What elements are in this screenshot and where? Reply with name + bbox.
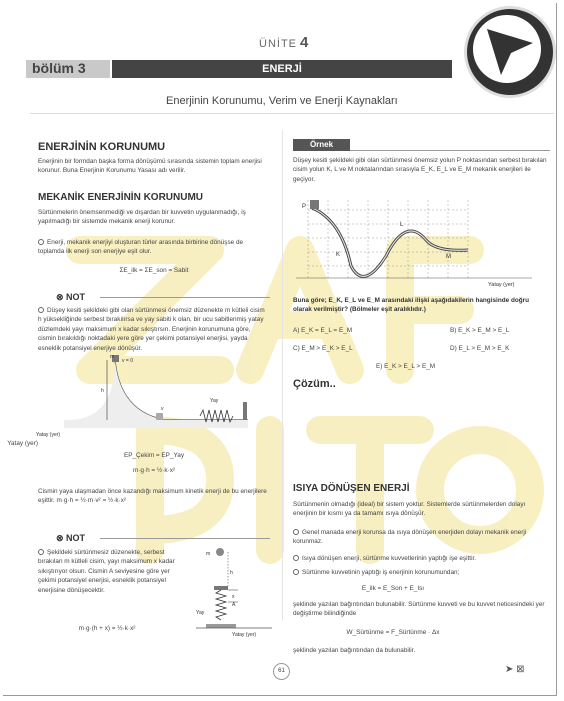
heading-energy-conservation: ENERJİNİN KORUNUMU [38,141,166,153]
track-graph-figure [296,196,532,288]
vertical-spring-figure [192,546,276,642]
heading-heat-energy: ISIYA DÖNÜŞEN ENERJİ [293,483,410,494]
footer-arrow-icon: ➤ ⊠ [505,664,525,675]
formula-sum-energy: ΣE_ilk = ΣE_son = Sabit [119,267,189,274]
svg-text:M: M [446,254,451,260]
formula-heat-energy: E_ilk = E_Son + E_Isı [361,585,425,592]
note-2-text: Şekildeki sürtünmesiz düzenekte, serbest bırakılan m kütleli cisim, yayı maksimum x kadar sıkıştırıyor olsun. Cismin A seviyesine göre yer çekimi potansiyel enerjisi, esneklik potansiyel enerjisine dönüşecektir. [38,549,175,594]
svg-text:Yay: Yay [196,610,205,616]
note-2-title: ⊗ NOT [56,533,86,543]
falling-mass [216,548,224,556]
paragraph-heat-energy: Sürtünmenin olmadığı (ideal) bir sistem yoktur. Sistemlerde sürtünmelerden dolayı enerjinin bir kısmı ya da tamamı ısıya dönüşür. [293,501,526,518]
example-rule [350,150,550,151]
note-1-title: ⊗ NOT [56,292,86,302]
vertical-spring-icon [216,590,226,620]
svg-text:A: A [232,602,236,608]
bullet-icon [38,307,44,313]
svg-text:Yatay (yer): Yatay (yer) [36,432,61,438]
svg-text:Yatay (yer): Yatay (yer) [488,282,515,288]
svg-text:Yatay (yer): Yatay (yer) [232,632,257,638]
svg-text:h: h [230,570,233,576]
page-number: 61 [273,663,290,680]
heading-mechanical-energy: MEKANİK ENERJİNİN KORUNUMU [38,192,204,203]
svg-text:v = 0: v = 0 [122,358,133,364]
formula-mgh-x: m·g·(h + x) = ½·k·x² [78,625,136,632]
bullet-icon [293,555,299,561]
option-c[interactable]: C) E_M > E_K > E_L [293,345,353,352]
moving-block [156,413,163,420]
svg-text:m: m [206,551,211,557]
bullet-heat-1: Genel manada enerji korunsa da ısıya dönüşen enerjiden dolayı mekanik enerji korunmaz. [293,529,527,546]
option-d[interactable]: D) E_L > E_M > E_K [450,345,510,352]
bullet-icon [38,239,44,245]
bullet-heat-2: Isıya dönüşen enerji, sürtünme kuvvetlerinin yaptığı işe eşittir. [293,554,548,563]
bullet-icon [293,569,299,575]
paragraph-energy-conservation: Enerjinin bir formdan başka forma dönüşümü sırasında sistemin toplam enerjisi korunur. Buna Enerjinin Korunumu Yasası adı verilir. [38,158,262,175]
example-question: Düşey kesiti şekildeki gibi olan sürtünmesi önemsiz yolun P noktasından serbest bırakılan cisim yolun K, L ve M noktalarından sırasıyla E_K, E_L ve E_M mekanik enerjileri ile geçiyor. [293,157,547,183]
example-tab: Örnek [293,139,350,151]
chapter-label: bölüm 3 [32,60,86,76]
paragraph-friction-2: şeklinde yazılan bağıntından da bulunabilir. [293,647,416,654]
page-subtitle: Enerjinin Korunumu, Verim ve Enerji Kaynakları [166,95,398,107]
note-1-text: Düşey kesiti şekildeki gibi olan sürtünmesi önemsiz düzenekte m kütleli cisim h yüksekliğinde serbest bırakılırsa ve yay sabiti k olan, bir ucu sabitlenmiş yatay düzlemdeki yayı maksimum x kadar sıkıştırsın. Enerjinin korunumuna göre, cismin bırakıldığı noktadaki yere göre yer çekimi potansiyel enerjisi, yayda esneklik potansiyel enerjiye dönüşür. [38,307,265,352]
subtitle-divider [30,113,554,114]
bullet-icon [38,549,44,555]
paragraph-friction: şeklinde yazılan bağıntından bulunabilir. Sürtünme kuvveti ve bu kuvvet neticesindeki yer değiştirme bilindiğinde [293,601,545,618]
spring-ramp-figure [36,352,250,442]
svg-text:Yay: Yay [210,398,219,404]
unit-logo [464,6,556,98]
svg-text:P: P [302,204,307,210]
option-a[interactable]: A) E_K = E_L = E_M [293,327,353,334]
bullet-heat-3: Sürtünme kuvvetinin yaptığı iş enerjinin korunumundan; [293,568,548,577]
note-2-rule [100,538,270,539]
column-divider [282,130,283,620]
svg-text:h: h [101,388,104,394]
note-1-rule [100,297,270,298]
unit-label: ÜNİTE 4 [259,34,310,51]
object-block [310,200,319,209]
ground-label-1: Yatay (yer) [7,440,38,447]
svg-text:K: K [336,252,341,258]
section-title: ENERJİ [112,60,452,78]
svg-text:L: L [400,222,404,228]
example-ask: Buna göre; E_K, E_L ve E_M arasındaki ilişki aşağıdakilerin hangisinde doğru olarak verilmiştir? (Bölmeler eşit aralıklıdır.) [293,297,530,314]
option-b[interactable]: B) E_K > E_M > E_L [450,327,510,334]
paragraph-kinetic-energy: Cismin yaya ulaşmadan önce kazandığı maksimum kinetik enerji de bu enerjilere eşittir. m·g·h = ½·m·v² = ½·k·x² [38,488,267,505]
paragraph-mechanical-energy: Sürtünmelerin önemsenmediği ve dışardan bir kuvvetin uygulanmadığı, iş yapılmadığı bir sistemde mekanik enerji korunur. [38,209,246,226]
bullet-icon [293,529,299,535]
arrow-logo-icon [467,9,553,95]
option-e[interactable]: E) E_K > E_L > E_M [376,363,436,370]
svg-text:v: v [161,406,164,412]
svg-text:m: m [110,354,115,360]
svg-text:x: x [232,594,235,600]
formula-mgh: m·g·h = ½·k·x² [132,467,176,474]
formula-friction-work: W_Sürtünme = F_Sürtünme · Δx [346,629,440,636]
solution-heading: Çözüm.. [293,378,336,390]
bullet-mechanical-energy: Enerji, mekanik enerjiyi oluşturan türler arasında birbirine dönüşse de toplamda ilk enerji son enerjiye eşit olur. [38,239,244,256]
formula-ep-equal: EP_Çekim = EP_Yay [123,452,185,459]
